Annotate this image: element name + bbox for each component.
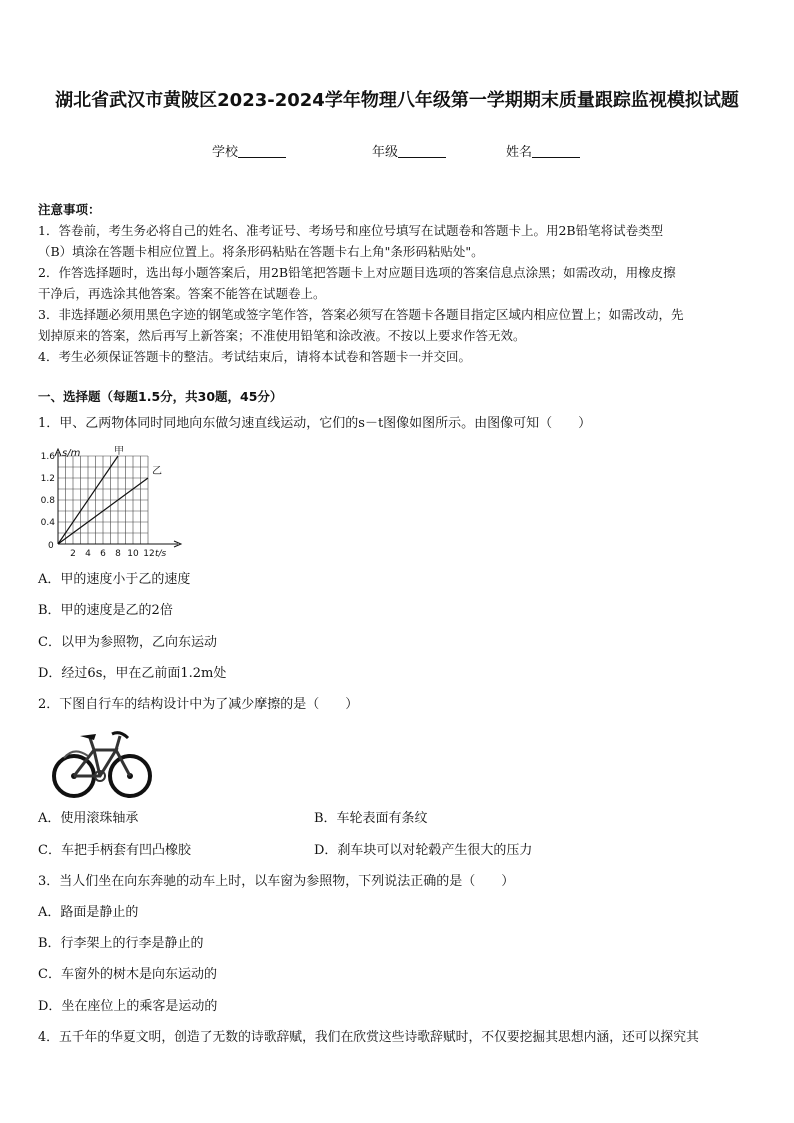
notice-line: （B）填涂在答题卡相应位置上。将条形码粘贴在答题卡右上角"条形码粘贴处"。 — [38, 244, 484, 259]
chart-grid — [58, 456, 148, 544]
question-3-option-a[interactable]: A．路面是静止的 — [38, 905, 139, 920]
y-tick-label: 0.4 — [40, 518, 55, 528]
school-blank[interactable] — [238, 145, 286, 158]
x-axis-label: t/s — [155, 549, 167, 559]
question-2-stem: 2．下图自行车的结构设计中为了减少摩擦的是（ ） — [38, 697, 359, 712]
section-heading: 一、选择题（每题1.5分，共30题，45分） — [38, 389, 283, 404]
question-1-option-c[interactable]: C．以甲为参照物，乙向东运动 — [38, 635, 217, 650]
x-tick-label: 8 — [115, 549, 121, 559]
st-graph — [38, 446, 188, 561]
y-axis-label: s/m — [62, 448, 81, 459]
question-1-option-a[interactable]: A．甲的速度小于乙的速度 — [38, 572, 191, 587]
origin-label: 0 — [48, 541, 54, 551]
series-label: 甲 — [114, 446, 124, 457]
question-1-option-b[interactable]: B．甲的速度是乙的2倍 — [38, 603, 173, 618]
x-tick-label: 12 — [143, 549, 155, 559]
notice-line: 干净后，再选涂其他答案。答案不能答在试题卷上。 — [38, 286, 326, 301]
school-label: 学校 — [212, 145, 239, 160]
notice-line: 3．非选择题必须用黑色字迹的钢笔或签字笔作答，答案必须写在答题卡各题目指定区域内相应位置上；如需改动，先 — [38, 307, 684, 322]
series-label: 乙 — [152, 466, 162, 477]
x-tick-label: 6 — [100, 549, 106, 559]
question-3-option-c[interactable]: C．车窗外的树木是向东运动的 — [38, 967, 217, 982]
notice-line: 4．考生必须保证答题卡的整洁。考试结束后，请将本试卷和答题卡一并交回。 — [38, 349, 471, 364]
notice-line: 2．作答选择题时，选出每小题答案后，用2B铅笔把答题卡上对应题目选项的答案信息点涂黑；如需改动，用橡皮擦 — [38, 265, 676, 280]
notice-line: 1．答卷前，考生务必将自己的姓名、准考证号、考场号和座位号填写在试题卷和答题卡上。用2B铅笔将试卷类型 — [38, 223, 664, 238]
grade-blank[interactable] — [398, 145, 446, 158]
y-tick-label: 0.8 — [40, 496, 55, 506]
question-3-option-b[interactable]: B．行李架上的行李是静止的 — [38, 936, 204, 951]
name-label: 姓名 — [506, 145, 533, 160]
question-1-option-d[interactable]: D．经过6s，甲在乙前面1.2m处 — [38, 666, 227, 681]
question-3-option-d[interactable]: D．坐在座位上的乘客是运动的 — [38, 999, 218, 1014]
question-4-stem: 4．五千年的华夏文明，创造了无数的诗歌辞赋，我们在欣赏这些诗歌辞赋时，不仅要挖掘其思想内涵，还可以探究其 — [38, 1030, 699, 1045]
question-2-option-d[interactable]: D．刹车块可以对轮毂产生很大的压力 — [314, 843, 533, 858]
grade-field — [372, 141, 446, 160]
name-blank[interactable] — [532, 145, 580, 158]
school-field — [212, 141, 286, 160]
y-tick-label: 1.6 — [40, 452, 55, 462]
page-title: 湖北省武汉市黄陂区2023-2024学年物理八年级第一学期期末质量跟踪监视模拟试题 — [55, 90, 739, 111]
question-2-option-a[interactable]: A．使用滚珠轴承 — [38, 811, 139, 826]
question-3-stem: 3．当人们坐在向东奔驰的动车上时，以车窗为参照物，下列说法正确的是（ ） — [38, 874, 515, 889]
x-tick-label: 2 — [70, 549, 76, 559]
notice-heading: 注意事项： — [38, 202, 101, 217]
x-tick-label: 4 — [85, 549, 91, 559]
name-field — [506, 141, 580, 160]
bicycle-illustration — [50, 724, 154, 806]
x-tick-label: 10 — [127, 549, 139, 559]
question-1-stem: 1．甲、乙两物体同时同地向东做匀速直线运动，它们的s－t图像如图所示。由图像可知（ ） — [38, 416, 592, 431]
grade-label: 年级 — [372, 145, 399, 160]
question-2-option-c[interactable]: C．车把手柄套有凹凸橡胶 — [38, 843, 191, 858]
y-tick-label: 1.2 — [40, 474, 55, 484]
question-2-option-b[interactable]: B．车轮表面有条纹 — [314, 811, 428, 826]
bicycle-seat — [80, 734, 96, 740]
notice-line: 划掉原来的答案，然后再写上新答案；不准使用铅笔和涂改液。不按以上要求作答无效。 — [38, 328, 526, 343]
